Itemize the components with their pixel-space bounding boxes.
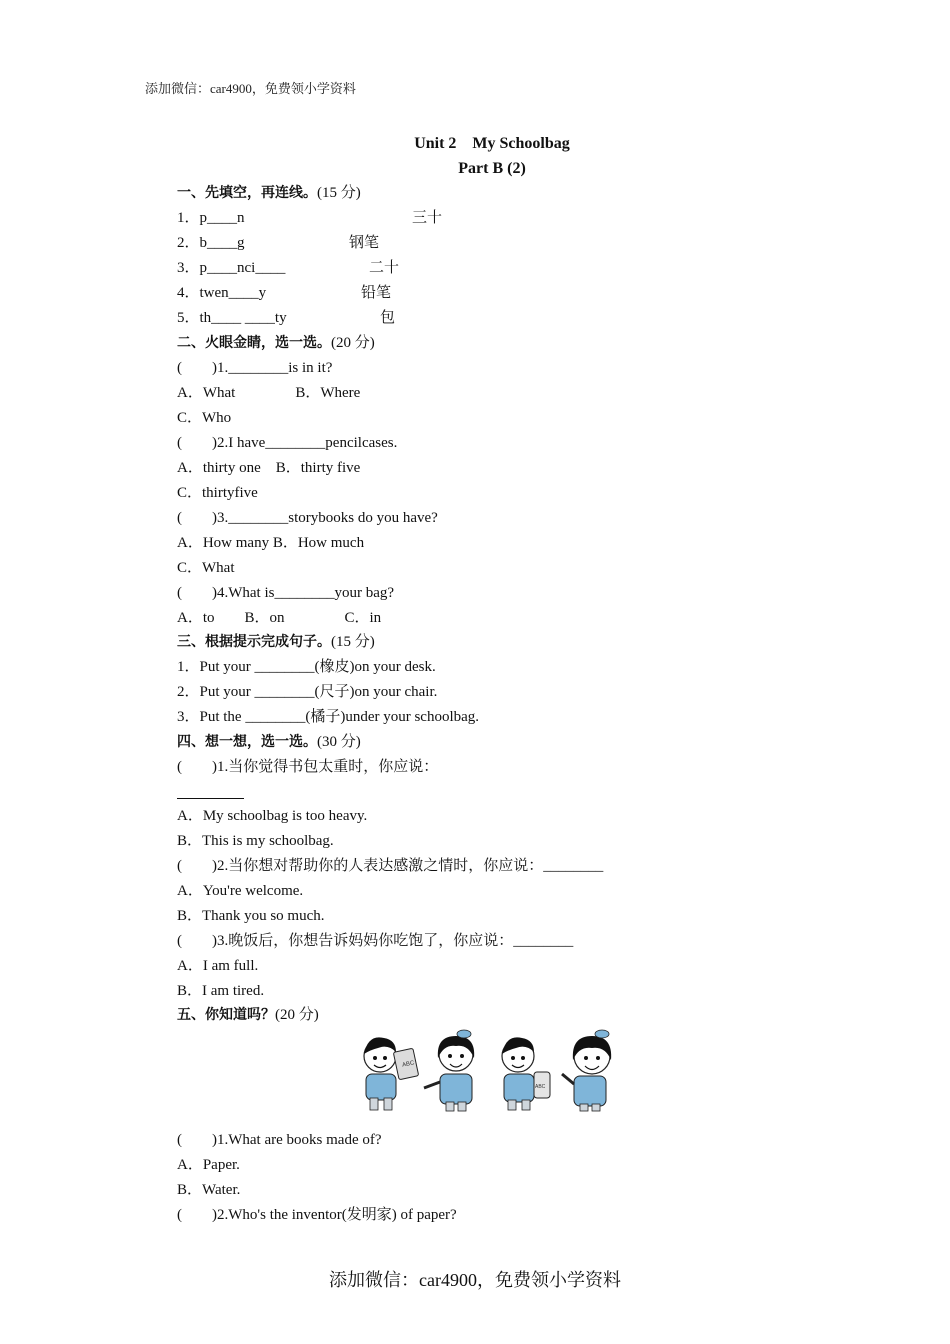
question-line: ( )1.________is in it? bbox=[177, 360, 333, 376]
girl-pointing-figure bbox=[424, 1030, 474, 1111]
section-5-heading bbox=[177, 1005, 319, 1025]
section-2-heading bbox=[177, 333, 375, 353]
option-line: B．Water. bbox=[177, 1182, 241, 1198]
fill-item: 2．b____g bbox=[177, 235, 245, 251]
footer-note: 添加微信：car4900，免费领小学资料 bbox=[329, 1270, 621, 1290]
question-line: ( )2.I have________pencilcases. bbox=[177, 435, 398, 451]
option-line: A．How many B．How much bbox=[177, 535, 365, 551]
answer-blank bbox=[177, 798, 244, 799]
section-3-title: 三、根据提示完成句子。 bbox=[177, 634, 331, 650]
boy-holding-jar-figure bbox=[502, 1037, 550, 1110]
fill-item: 4．twen____y bbox=[177, 285, 267, 301]
option-line: C．thirtyfive bbox=[177, 485, 258, 501]
section-2-points: (20 分) bbox=[331, 335, 375, 351]
option-line: C．Who bbox=[177, 410, 232, 426]
question-line: ( )3.________storybooks do you have? bbox=[177, 510, 438, 526]
fill-item: 1．p____n bbox=[177, 210, 245, 226]
section-2-title: 二、火眼金睛，选一选。 bbox=[177, 335, 331, 351]
sentence-line: 2．Put your ________(尺子)on your chair. bbox=[177, 684, 438, 700]
option-line: A．What B．Where bbox=[177, 385, 361, 401]
section-1-heading bbox=[177, 183, 361, 203]
sentence-line: 3．Put the ________(橘子)under your schoolbag. bbox=[177, 709, 480, 725]
question-line: ( )4.What is________your bag? bbox=[177, 585, 395, 601]
question-line: ( )1.What are books made of? bbox=[177, 1132, 382, 1148]
header-note: 添加微信：car4900，免费领小学资料 bbox=[145, 81, 356, 96]
option-line: B．Thank you so much. bbox=[177, 908, 325, 924]
section-4-heading bbox=[177, 732, 361, 752]
option-line: A．I am full. bbox=[177, 958, 259, 974]
chinese-word: 二十 bbox=[369, 260, 400, 276]
page-title: Unit 2 My Schoolbag bbox=[414, 135, 570, 152]
section-1-title: 一、先填空，再连线。 bbox=[177, 185, 317, 201]
kids-illustration bbox=[360, 1028, 624, 1112]
fill-item: 3．p____nci____ bbox=[177, 260, 286, 276]
boy-reading-figure bbox=[364, 1037, 419, 1110]
option-line: A．thirty one B．thirty five bbox=[177, 460, 361, 476]
section-4-title: 四、想一想，选一选。 bbox=[177, 734, 317, 750]
girl-thumbs-up-figure bbox=[562, 1030, 611, 1111]
question-line: ( )2.Who's the inventor(发明家) of paper? bbox=[177, 1207, 457, 1223]
option-line: A．You're welcome. bbox=[177, 883, 304, 899]
book-label-1: ABC bbox=[401, 1060, 415, 1069]
section-4-points: (30 分) bbox=[317, 734, 361, 750]
section-1-points: (15 分) bbox=[317, 185, 361, 201]
section-5-title: 五、你知道吗？ bbox=[177, 1007, 275, 1023]
sentence-line: 1．Put your ________(橡皮)on your desk. bbox=[177, 659, 436, 675]
question-line: ( )1.当你觉得书包太重时，你应说： bbox=[177, 759, 439, 775]
chinese-word: 钢笔 bbox=[349, 235, 380, 251]
option-line: A．to B．on C．in bbox=[177, 610, 382, 626]
jar-label: ABC bbox=[535, 1084, 546, 1090]
section-5-points: (20 分) bbox=[275, 1007, 319, 1023]
fill-item: 5．th____ ____ty bbox=[177, 310, 287, 326]
page-subtitle: Part B (2) bbox=[458, 160, 526, 177]
option-line: B．I am tired. bbox=[177, 983, 265, 999]
question-line: ( )3.晚饭后，你想告诉妈妈你吃饱了，你应说：________ bbox=[177, 933, 574, 949]
option-line: C．What bbox=[177, 560, 235, 576]
question-line: ( )2.当你想对帮助你的人表达感激之情时，你应说：________ bbox=[177, 858, 604, 874]
chinese-word: 包 bbox=[380, 310, 396, 326]
option-line: A．My schoolbag is too heavy. bbox=[177, 808, 368, 824]
section-3-heading bbox=[177, 632, 375, 652]
option-line: A．Paper. bbox=[177, 1157, 240, 1173]
chinese-word: 铅笔 bbox=[361, 285, 392, 301]
option-line: B．This is my schoolbag. bbox=[177, 833, 334, 849]
section-3-points: (15 分) bbox=[331, 634, 375, 650]
chinese-word: 三十 bbox=[412, 210, 443, 226]
